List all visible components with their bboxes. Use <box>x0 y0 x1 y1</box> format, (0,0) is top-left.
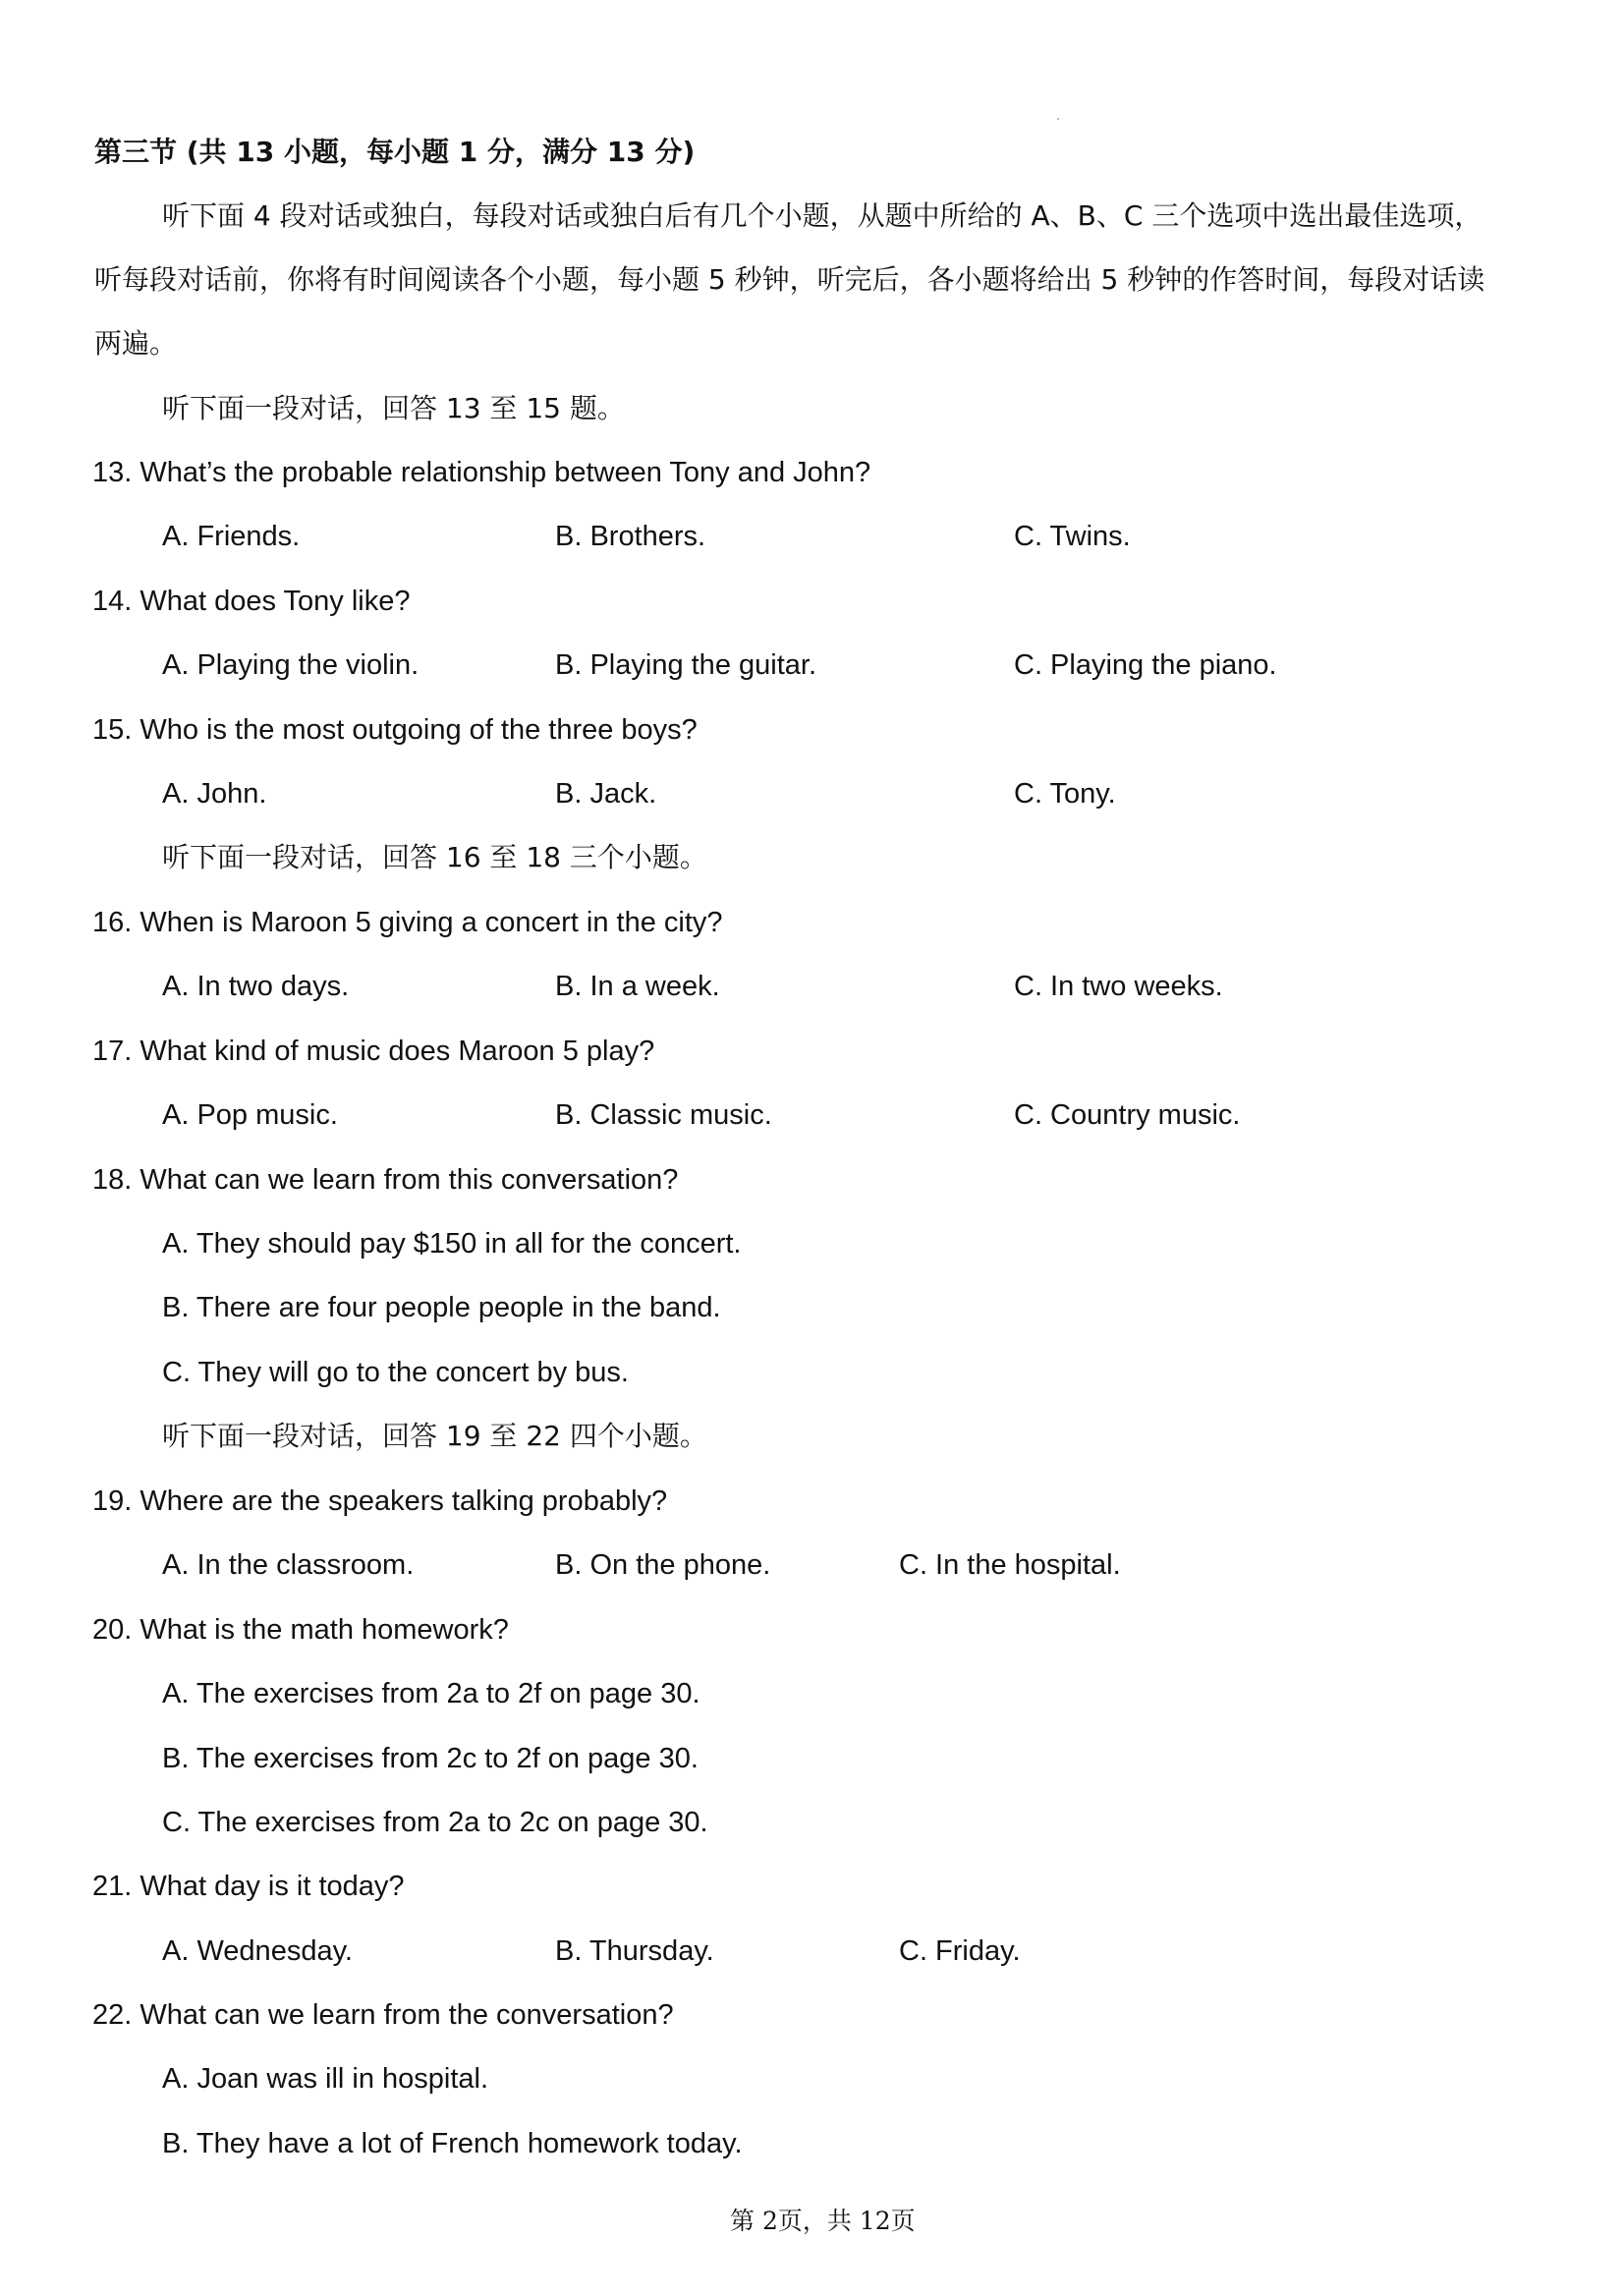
question-19-option-b[interactable]: B. On the phone. <box>555 1549 771 1581</box>
question-22-stem: 22. What can we learn from the conversation? <box>92 1999 674 2031</box>
question-15-option-a[interactable]: A. John. <box>162 778 267 810</box>
question-14-option-c[interactable]: C. Playing the piano. <box>1014 649 1277 681</box>
question-14-stem: 14. What does Tony like? <box>92 586 411 617</box>
question-16-option-a[interactable]: A. In two days. <box>162 971 350 1002</box>
question-14-option-b[interactable]: B. Playing the guitar. <box>555 649 816 681</box>
section-heading: 第三节 (共 13 小题，每小题 1 分，满分 13 分) <box>94 136 696 168</box>
question-21-stem: 21. What day is it today? <box>92 1871 405 1902</box>
question-21-option-b[interactable]: B. Thursday. <box>555 1935 714 1967</box>
question-16-option-c[interactable]: C. In two weeks. <box>1014 971 1223 1002</box>
question-20-stem: 20. What is the math homework? <box>92 1614 509 1646</box>
question-13-option-c[interactable]: C. Twins. <box>1014 521 1131 552</box>
question-20-option-b[interactable]: B. The exercises from 2c to 2f on page 30. <box>162 1743 699 1774</box>
question-18-option-b[interactable]: B. There are four people people in the band. <box>162 1292 721 1323</box>
question-22-option-a[interactable]: A. Joan was ill in hospital. <box>162 2063 489 2095</box>
question-15-option-c[interactable]: C. Tony. <box>1014 778 1116 810</box>
question-18-option-c[interactable]: C. They will go to the concert by bus. <box>162 1357 629 1388</box>
question-17-option-b[interactable]: B. Classic music. <box>555 1099 772 1131</box>
question-18-option-a[interactable]: A. They should pay $150 in all for the concert. <box>162 1228 742 1260</box>
scan-speck <box>1057 118 1059 120</box>
question-13-stem: 13. What’s the probable relationship between Tony and John? <box>92 457 871 488</box>
question-20-option-a[interactable]: A. The exercises from 2a to 2f on page 30. <box>162 1678 700 1709</box>
question-13-option-b[interactable]: B. Brothers. <box>555 521 706 552</box>
question-19-option-a[interactable]: A. In the classroom. <box>162 1549 415 1581</box>
question-22-option-b[interactable]: B. They have a lot of French homework today. <box>162 2128 743 2159</box>
question-13-option-a[interactable]: A. Friends. <box>162 521 301 552</box>
instructions-line-3: 两遍。 <box>94 327 178 360</box>
question-17-stem: 17. What kind of music does Maroon 5 play? <box>92 1036 655 1067</box>
question-16-option-b[interactable]: B. In a week. <box>555 971 720 1002</box>
question-16-stem: 16. When is Maroon 5 giving a concert in the city? <box>92 907 723 938</box>
dialog-intro-1: 听下面一段对话，回答 13 至 15 题。 <box>162 392 625 424</box>
question-19-stem: 19. Where are the speakers talking probably? <box>92 1485 668 1517</box>
question-21-option-c[interactable]: C. Friday. <box>899 1935 1021 1967</box>
question-14-option-a[interactable]: A. Playing the violin. <box>162 649 420 681</box>
question-18-stem: 18. What can we learn from this conversation? <box>92 1164 679 1196</box>
question-19-option-c[interactable]: C. In the hospital. <box>899 1549 1121 1581</box>
question-20-option-c[interactable]: C. The exercises from 2a to 2c on page 30. <box>162 1807 708 1838</box>
question-15-stem: 15. Who is the most outgoing of the three boys? <box>92 714 698 746</box>
instructions-line-2: 听每段对话前，你将有时间阅读各个小题，每小题 5 秒钟，听完后，各小题将给出 5 秒钟的作答时间，每段对话读 <box>94 263 1485 296</box>
page-number-footer: 第 2页，共 12页 <box>730 2207 916 2235</box>
question-21-option-a[interactable]: A. Wednesday. <box>162 1935 353 1967</box>
dialog-intro-2: 听下面一段对话，回答 16 至 18 三个小题。 <box>162 841 707 873</box>
question-17-option-c[interactable]: C. Country music. <box>1014 1099 1241 1131</box>
question-15-option-b[interactable]: B. Jack. <box>555 778 657 810</box>
instructions-line-1: 听下面 4 段对话或独白，每段对话或独白后有几个小题，从题中所给的 A、B、C 三个选项中选出最佳选项， <box>162 199 1483 232</box>
dialog-intro-3: 听下面一段对话，回答 19 至 22 四个小题。 <box>162 1420 707 1452</box>
question-17-option-a[interactable]: A. Pop music. <box>162 1099 338 1131</box>
